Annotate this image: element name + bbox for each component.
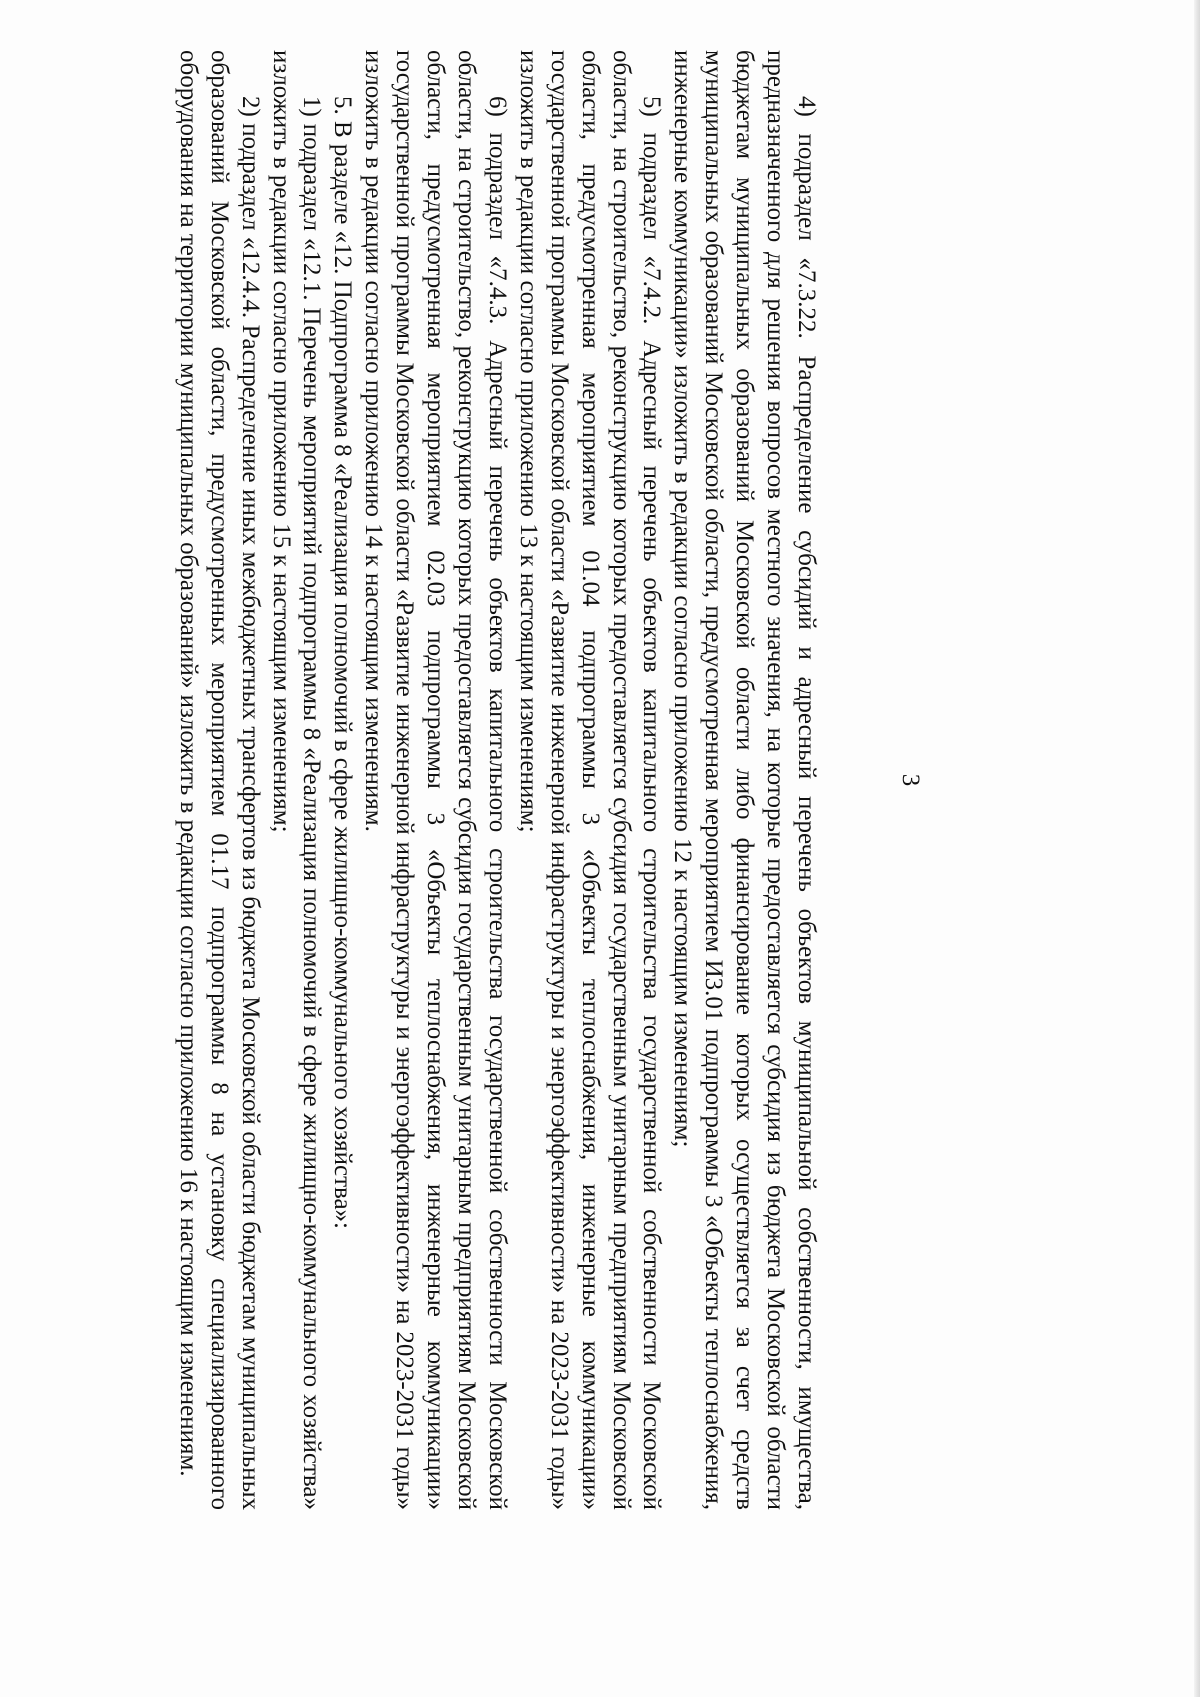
page-number: 3 [897, 773, 924, 787]
paragraph-item-6: 6) подраздел «7.4.3. Адресный перечень объектов капитального строительства государственной собственности Московской области, на строительство, реконструкцию которых предоставляется субсидия государственным унитарным предприятиям Московской области, предусмотренная мероприятием 02.03 подпрограммы 3 «Объекты теплоснабжения, инженерные коммуникации» государственной программы Московской области «Развитие инженерной инфраструктуры и энергоэффективности» на 2023-2031 годы» изложить в редакции согласно приложению 14 к настоящим изменениям. [360, 50, 511, 1510]
rotated-text-block [165, 50, 925, 1510]
page-edge-shadow [1194, 0, 1200, 1697]
paragraph-subitem-1: 1) подраздел «12.1. Перечень мероприятий подпрограммы 8 «Реализация полномочий в сфере жилищно-коммунального хозяйства» изложить в редакции согласно приложению 15 к настоящим изменениям; [267, 50, 326, 1510]
paragraph-subitem-2: 2) подраздел «12.4.4. Распределение иных межбюджетных трансфертов из бюджета Московской области бюджетам муниципальных образований Московской области, предусмотренных мероприятием 01.17 подпрограммы 8 на установку специализированного оборудования на территории муниципальных образований» изложить в редакции согласно приложению 16 к настоящим изменениям. [174, 50, 264, 1510]
paragraph-section-5: 5. В разделе «12. Подпрограмма 8 «Реализация полномочий в сфере жилищно-коммунального хозяйства»: [329, 96, 357, 1230]
paragraph-item-5: 5) подраздел «7.4.2. Адресный перечень объектов капитального строительства государственной собственности Московской области, на строительство, реконструкцию которых предоставляется субсидия государственным унитарным предприятиям Московской области, предусмотренная мероприятием 01.04 подпрограммы 3 «Объекты теплоснабжения, инженерные коммуникации» государственной программы Московской области «Развитие инженерной инфраструктуры и энергоэффективности» на 2023-2031 годы» изложить в редакции согласно приложению 13 к настоящим изменениям; [514, 50, 666, 1510]
paragraph-item-4: 4) подраздел «7.3.22. Распределение субсидий и адресный перечень объектов муниципальной собственности, имущества, предназначенного для решения вопросов местного значения, на которые предоставляется субсидия из бюджета Московской области бюджетам муниципальных образований Московской области либо финансирование которых осуществляется за счет средств муниципальных образований Московской области, предусмотренная мероприятием И3.01 подпрограммы 3 «Объекты теплоснабжения, инженерные коммуникации» изложить в редакции согласно приложению 12 к настоящим изменениям; [669, 50, 820, 1510]
